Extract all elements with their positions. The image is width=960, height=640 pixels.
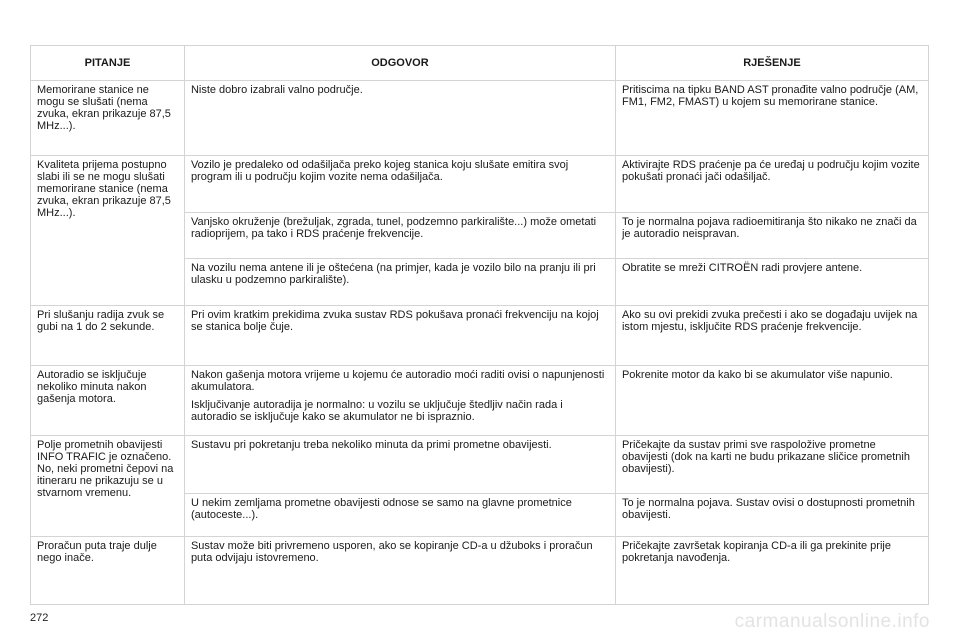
question-cell: Pri slušanju radija zvuk se gubi na 1 do 2 sekunde. [31,306,185,366]
table-row [31,537,929,605]
answer-cell: Pri ovim kratkim prekidima zvuka sustav RDS pokušava pronaći frekvenciju na kojoj se stanica bolje čuje. [184,306,615,366]
header-question: PITANJE [31,46,185,81]
question-cell: Memorirane stanice ne mogu se slušati (nema zvuka, ekran prikazuje 87,5 MHz...). [31,81,185,156]
troubleshooting-table-wrapper [30,45,929,605]
question-cell: Kvaliteta prijema postupno slabi ili se ne mogu slušati memorirane stanice (nema zvuka, ekran prikazuje 87,5 MHz...). [31,156,185,306]
answer-cell: Vanjsko okruženje (brežuljak, zgrada, tunel, podzemno parkiralište...) može ometati radioprijem, pa tako i RDS praćenje frekvencije. [184,213,615,259]
watermark: carmanualsonline.info [734,611,930,632]
solution-cell: Pokrenite motor da kako bi se akumulator više napunio. [615,366,928,436]
table-header-row [31,46,929,81]
page-number: 272 [30,612,49,624]
header-solution: RJEŠENJE [615,46,928,81]
question-cell: Autoradio se isključuje nekoliko minuta nakon gašenja motora. [31,366,185,436]
solution-cell: Pričekajte da sustav primi sve raspoložive prometne obavijesti (dok na karti ne budu prikazane sličice prometnih obavijesti). [615,436,928,494]
answer-paragraph: Nakon gašenja motora vrijeme u kojemu će autoradio moći raditi ovisi o napunjenosti akumulatora. [190,369,605,393]
solution-cell: Obratite se mreži CITROËN radi provjere antene. [615,259,928,306]
answer-cell: Na vozilu nema antene ili je oštećena (na primjer, kada je vozilo bilo na pranju ili pri ulasku u podzemno parkiralište). [184,259,615,306]
table-row [31,156,929,213]
solution-cell: Aktivirajte RDS praćenje pa će uređaj u području kojim vozite pokušati pronaći jači odašiljač. [615,156,928,213]
solution-cell: Ako su ovi prekidi zvuka prečesti i ako se događaju uvijek na istom mjestu, isključite RDS praćenje frekvencije. [615,306,928,366]
answer-cell: Vozilo je predaleko od odašiljača preko kojeg stanica koju slušate emitira svoj program ili u području kojim vozite nema odašiljača. [184,156,615,213]
header-answer: ODGOVOR [184,46,615,81]
question-cell: Proračun puta traje dulje nego inače. [31,537,185,605]
solution-cell: To je normalna pojava radioemitiranja što nikako ne znači da je autoradio neispravan. [615,213,928,259]
answer-paragraph: Isključivanje autoradija je normalno: u vozilu se uključuje štedljiv način rada i autoradio se isključuje kako se akumulator ne bi ispraznio. [190,399,563,423]
troubleshooting-table [30,45,929,605]
table-row [31,436,929,494]
answer-cell [184,366,615,436]
solution-cell: To je normalna pojava. Sustav ovisi o dostupnosti prometnih obavijesti. [615,494,928,537]
table-row [31,306,929,366]
answer-cell: Sustav može biti privremeno usporen, ako se kopiranje CD-a u džuboks i proračun puta odvijaju istovremeno. [184,537,615,605]
answer-cell: Niste dobro izabrali valno područje. [184,81,615,156]
table-row [31,81,929,156]
solution-cell: Pritiscima na tipku BAND AST pronađite valno područje (AM, FM1, FM2, FMAST) u kojem su memorirane stanice. [615,81,928,156]
answer-cell: Sustavu pri pokretanju treba nekoliko minuta da primi prometne obavijesti. [184,436,615,494]
table-row [31,366,929,436]
solution-cell: Pričekajte završetak kopiranja CD-a ili ga prekinite prije pokretanja navođenja. [615,537,928,605]
answer-cell: U nekim zemljama prometne obavijesti odnose se samo na glavne prometnice (autoceste...). [184,494,615,537]
question-cell: Polje prometnih obavijesti INFO TRAFIC je označeno. No, neki prometni čepovi na itineraru ne prikazuju se u stvarnom vremenu. [31,436,185,537]
